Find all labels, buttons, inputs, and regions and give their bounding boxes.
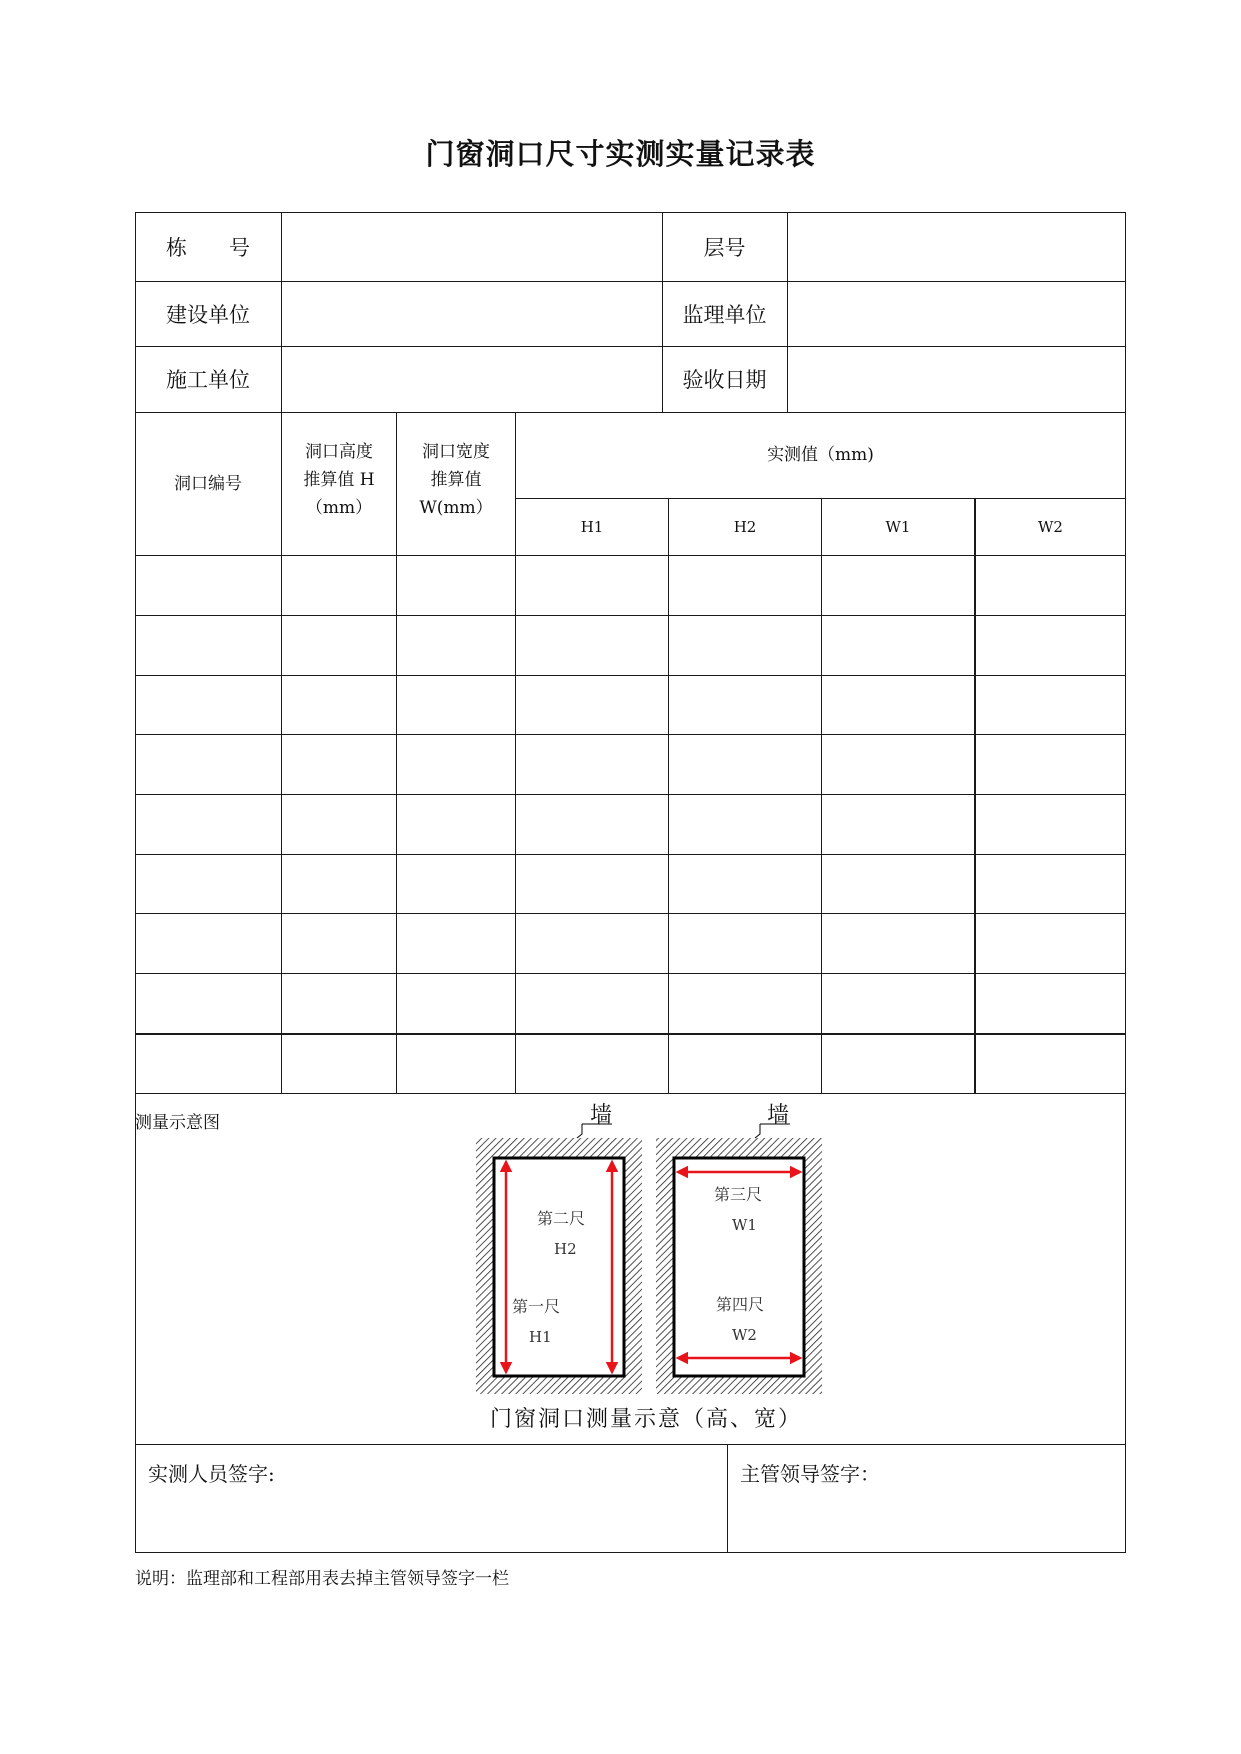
row-5-opening-no-cell[interactable]	[136, 795, 281, 854]
row-3-w1-cell[interactable]	[822, 676, 974, 734]
wall-right	[656, 1124, 822, 1394]
row-5-height-est-cell[interactable]	[282, 795, 396, 854]
row-3-h1-cell[interactable]	[516, 676, 668, 734]
row-7-width-est-cell[interactable]	[397, 914, 515, 973]
row-1-w1-cell[interactable]	[822, 556, 974, 615]
supervision-unit-label: 监理单位	[682, 302, 767, 327]
col-width-est-line3: W(mm）	[419, 498, 493, 518]
row-2-w1-cell[interactable]	[822, 616, 974, 675]
row-4-w2-cell[interactable]	[976, 735, 1125, 794]
h1-label: H1	[529, 1328, 552, 1346]
row-7-h1-cell[interactable]	[516, 914, 668, 973]
row-4-h2-cell[interactable]	[669, 735, 821, 794]
row-5-width-est-cell[interactable]	[397, 795, 515, 854]
w2-label: W2	[732, 1326, 757, 1344]
row-2-h1-cell[interactable]	[516, 616, 668, 675]
col-width-est-line1: 洞口宽度	[422, 442, 490, 462]
col-height-est-line1: 洞口高度	[305, 442, 373, 462]
row-3-height-est-cell[interactable]	[282, 676, 396, 734]
col-h1: H1	[580, 517, 604, 536]
row-5-w1-cell[interactable]	[822, 795, 974, 854]
col-opening-no: 洞口编号	[174, 473, 242, 494]
row-4-opening-no-cell[interactable]	[136, 735, 281, 794]
col-w2: W2	[1038, 517, 1063, 536]
col-width-est-line2: 推算值	[430, 470, 482, 490]
row-8-h2-cell[interactable]	[669, 974, 821, 1033]
page-title: 门窗洞口尺寸实测实量记录表	[425, 137, 816, 171]
row-6-height-est-cell[interactable]	[282, 855, 396, 913]
row-4-h1-cell[interactable]	[516, 735, 668, 794]
row-9-opening-no-cell[interactable]	[136, 1034, 281, 1093]
diagram-section-label: 测量示意图	[135, 1113, 220, 1133]
row-9-h1-cell[interactable]	[516, 1034, 668, 1093]
col-measured: 实测值（mm)	[767, 445, 874, 465]
row-5-w2-cell[interactable]	[976, 795, 1125, 854]
h2-label: H2	[554, 1240, 577, 1258]
contractor-label: 施工单位	[166, 368, 250, 392]
row-3-opening-no-cell[interactable]	[136, 676, 281, 734]
row-2-width-est-cell[interactable]	[397, 616, 515, 675]
col-height-est-line2: 推算值 H	[303, 470, 375, 490]
row-3-h2-cell[interactable]	[669, 676, 821, 734]
ruler3-label: 第三尺	[714, 1185, 763, 1204]
row-3-width-est-cell[interactable]	[397, 676, 515, 734]
row-8-w2-cell[interactable]	[976, 974, 1125, 1033]
row-6-w1-cell[interactable]	[822, 855, 974, 913]
row-1-opening-no-cell[interactable]	[136, 556, 281, 615]
surveyor-signature-label: 实测人员签字:	[148, 1462, 275, 1486]
row-5-h2-cell[interactable]	[669, 795, 821, 854]
row-9-h2-cell[interactable]	[669, 1034, 821, 1093]
footnote: 说明：监理部和工程部用表去掉主管领导签字一栏	[135, 1569, 509, 1589]
supervisor-signature-label: 主管领导签字：	[740, 1462, 880, 1486]
row-7-opening-no-cell[interactable]	[136, 914, 281, 973]
row-6-opening-no-cell[interactable]	[136, 855, 281, 913]
wall-label-left: 墙	[590, 1103, 613, 1128]
row-8-width-est-cell[interactable]	[397, 974, 515, 1033]
row-9-w2-cell[interactable]	[976, 1034, 1125, 1093]
row-7-w2-cell[interactable]	[976, 914, 1125, 973]
row-8-h1-cell[interactable]	[516, 974, 668, 1033]
row-4-w1-cell[interactable]	[822, 735, 974, 794]
acceptance-date-label: 验收日期	[682, 368, 767, 392]
row-1-height-est-cell[interactable]	[282, 556, 396, 615]
wall-left	[476, 1124, 642, 1394]
supervisor-signature-field[interactable]	[728, 1490, 1124, 1550]
diagram-caption: 门窗洞口测量示意（高、宽）	[490, 1407, 803, 1432]
row-1-width-est-cell[interactable]	[397, 556, 515, 615]
row-7-w1-cell[interactable]	[822, 914, 974, 973]
ruler1-label: 第一尺	[512, 1297, 561, 1316]
row-2-height-est-cell[interactable]	[282, 616, 396, 675]
wall-label-right: 墙	[767, 1103, 790, 1128]
row-9-height-est-cell[interactable]	[282, 1034, 396, 1093]
row-8-opening-no-cell[interactable]	[136, 974, 281, 1033]
row-7-h2-cell[interactable]	[669, 914, 821, 973]
row-5-h1-cell[interactable]	[516, 795, 668, 854]
row-3-w2-cell[interactable]	[976, 676, 1125, 734]
col-h2: H2	[733, 517, 757, 536]
row-9-w1-cell[interactable]	[822, 1034, 974, 1093]
row-7-height-est-cell[interactable]	[282, 914, 396, 973]
row-2-h2-cell[interactable]	[669, 616, 821, 675]
row-6-h1-cell[interactable]	[516, 855, 668, 913]
row-1-w2-cell[interactable]	[976, 556, 1125, 615]
row-6-width-est-cell[interactable]	[397, 855, 515, 913]
col-height-est-line3: （mm）	[305, 498, 373, 518]
construction-unit-label: 建设单位	[166, 302, 250, 327]
row-1-h2-cell[interactable]	[669, 556, 821, 615]
ruler2-label: 第二尺	[537, 1209, 586, 1228]
row-4-width-est-cell[interactable]	[397, 735, 515, 794]
col-w1: W1	[885, 517, 911, 536]
w1-label: W1	[732, 1216, 757, 1234]
row-2-w2-cell[interactable]	[976, 616, 1125, 675]
row-1-h1-cell[interactable]	[516, 556, 668, 615]
row-2-opening-no-cell[interactable]	[136, 616, 281, 675]
building-no-label: 栋 号	[166, 235, 250, 260]
floor-no-label: 层号	[703, 235, 746, 260]
row-4-height-est-cell[interactable]	[282, 735, 396, 794]
row-6-w2-cell[interactable]	[976, 855, 1125, 913]
row-8-w1-cell[interactable]	[822, 974, 974, 1033]
row-9-width-est-cell[interactable]	[397, 1034, 515, 1093]
row-6-h2-cell[interactable]	[669, 855, 821, 913]
row-8-height-est-cell[interactable]	[282, 974, 396, 1033]
ruler4-label: 第四尺	[716, 1295, 765, 1314]
surveyor-signature-field[interactable]	[136, 1490, 726, 1550]
